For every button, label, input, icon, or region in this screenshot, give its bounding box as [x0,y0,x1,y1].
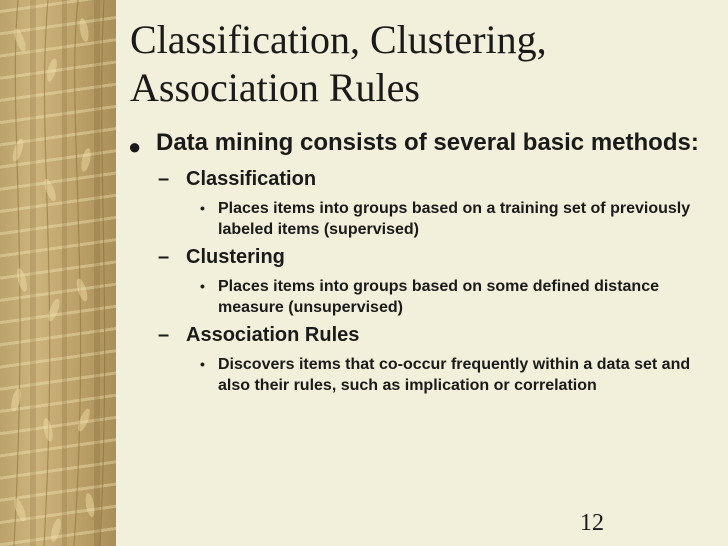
wheat-pattern-icon [0,0,116,546]
method-item [128,244,718,270]
method-description-text: Places items into groups based on a training set of previously labeled items (supervised) [218,200,691,238]
page-number: 12 [580,510,604,536]
slide-body [128,128,718,400]
main-point-text: Data mining consists of several basic methods: [156,129,699,156]
method-description [128,354,718,396]
method-item [128,322,718,348]
slide-title [130,16,710,112]
main-bullet-point [128,128,718,158]
title-line-1: Classification, Clustering, [130,17,547,62]
title-line-2: Association Rules [130,65,420,110]
method-description-text: Places items into groups based on some defined distance measure (unsupervised) [218,278,659,316]
dot-bullet-icon: • [200,278,205,294]
method-description [128,276,718,318]
method-item [128,166,718,192]
dot-bullet-icon: • [200,356,205,372]
method-name: Clustering [186,246,285,268]
dash-bullet-icon: – [158,324,170,346]
filled-circle-bullet-icon: ● [128,134,142,159]
dot-bullet-icon: • [200,200,205,216]
method-description-text: Discovers items that co-occur frequently within a data set and also their rules, such as implication or correlation [218,356,691,394]
method-name: Classification [186,168,317,190]
wheat-decoration [0,0,116,546]
dash-bullet-icon: – [158,246,170,268]
method-description [128,198,718,240]
dash-bullet-icon: – [158,168,170,190]
method-name: Association Rules [186,324,360,346]
